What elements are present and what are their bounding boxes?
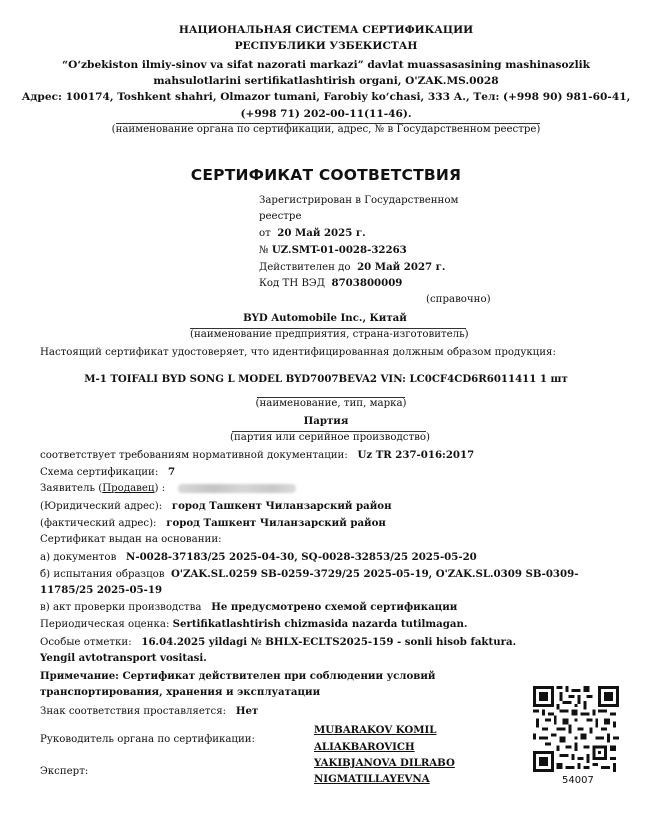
mark-row xyxy=(40,705,258,717)
header-line-3: “O‘zbekiston ilmiy-sinov va sifat nazorati markazi” davlat muassasasining mashinasozlik xyxy=(62,59,590,71)
manufacturer-value: BYD Automobile Inc., Китай xyxy=(243,312,407,324)
audit-value: Не предусмотрено схемой сертификации xyxy=(211,601,458,613)
registry-number-row xyxy=(259,244,407,256)
qr-code-icon xyxy=(533,686,619,772)
product-value: M-1 TOIFALI BYD SONG L MODEL BYD7007BEVA2 VIN: LC0CF4CD6R6011411 1 шт xyxy=(84,373,568,385)
tests-label: б) испытания образцов xyxy=(40,569,165,580)
head-name-line-1: MUBARAKOV KOMIL xyxy=(314,724,437,736)
applicant-label-end: ) : xyxy=(154,483,166,494)
applicant-seller-link[interactable]: Продавец xyxy=(102,483,155,494)
batch-value: Партия xyxy=(303,415,349,427)
remark-line-2: транспортирования, хранения и эксплуатации xyxy=(40,686,321,698)
tn-code-label: Код ТН ВЭД xyxy=(259,278,326,289)
norm-value: Uz TR 237-016:2017 xyxy=(357,449,475,461)
actual-address-label: (фактический адрес): xyxy=(40,518,157,529)
tests-row xyxy=(40,568,578,580)
mark-label: Знак соответствия проставляется: xyxy=(40,706,227,717)
periodic-row xyxy=(40,618,467,630)
norm-label: соответствует требованиям нормативной документации: xyxy=(40,450,348,461)
header-caption: (наименование органа по сертификации, адрес, № в Государственном реестре) xyxy=(111,124,541,135)
expert-name-line-2: NIGMATILLAYEVNA xyxy=(314,773,430,785)
periodic-label: Периодическая оценка: xyxy=(40,619,170,630)
notes-value-continued: Yengil avtotransport vositasi. xyxy=(40,652,207,664)
head-name-line-2: ALIAKBAROVICH xyxy=(314,741,415,753)
tn-code-value: 8703800009 xyxy=(331,277,403,289)
actual-address-value: город Ташкент Чиланзарский район xyxy=(166,517,386,529)
tests-value: O'ZAK.SL.0259 SB-0259-3729/25 2025-05-19, O'ZAK.SL.0309 SB-0309- xyxy=(171,568,579,580)
head-label: Руководитель органа по сертификации: xyxy=(40,734,255,745)
header-address: Адрес: 100174, Toshkent shahri, Olmazor tumani, Farobiy ko‘chasi, 333 А., Тел: (+998 90) 981-60-41, xyxy=(21,91,631,103)
applicant-row xyxy=(40,483,296,494)
mark-value: Нет xyxy=(235,705,259,717)
batch-caption: (партия или серийное производство) xyxy=(230,432,430,443)
qr-number: 54007 xyxy=(562,775,594,786)
expert-label: Эксперт: xyxy=(40,766,89,777)
expert-name-line-1: YAKIBJANOVA DILRABO xyxy=(314,757,455,769)
valid-until-label: Действителен до xyxy=(259,262,351,273)
legal-address-row xyxy=(40,500,392,512)
redacted-applicant-name xyxy=(178,484,296,493)
scheme-label: Схема сертификации: xyxy=(40,467,159,478)
documents-row xyxy=(40,551,477,563)
documents-label: а) документов xyxy=(40,552,117,563)
manufacturer-caption: (наименование предприятия, страна-изготовитель) xyxy=(190,329,469,340)
notes-value: 16.04.2025 yildagi № BHLX-ECLTS2025-159 - sonli hisob faktura. xyxy=(141,636,517,648)
norm-row xyxy=(40,449,474,461)
registry-number-prefix: № xyxy=(259,245,269,256)
legal-address-value: город Ташкент Чиланзарский район xyxy=(171,500,392,512)
tests-value-continued: 11785/25 2025-05-19 xyxy=(40,584,163,596)
applicant-label-start: Заявитель ( xyxy=(40,483,103,494)
registry-line-1: Зарегистрирован в Государственном xyxy=(259,195,459,206)
documents-value: N-0028-37183/25 2025-04-30, SQ-0028-32853/25 2025-05-20 xyxy=(126,551,477,563)
remark-line-1: Примечание: Сертификат действителен при соблюдении условий xyxy=(40,670,436,682)
actual-address-row xyxy=(40,517,386,529)
basis-label: Сертификат выдан на основании: xyxy=(40,534,222,545)
periodic-value: Sertifikatlashtirish chizmasida nazarda tutilmagan. xyxy=(172,618,468,630)
reference-note: (справочно) xyxy=(426,294,491,305)
registry-date: 20 Май 2025 г. xyxy=(277,227,366,239)
audit-row xyxy=(40,601,457,613)
valid-until-row xyxy=(259,261,445,273)
header-line-2: РЕСПУБЛИКИ УЗБЕКИСТАН xyxy=(234,40,418,52)
product-caption: (наименование, тип, марка) xyxy=(255,398,407,409)
notes-row xyxy=(40,636,516,648)
valid-until-date: 20 Май 2027 г. xyxy=(357,261,446,273)
scheme-row xyxy=(40,466,175,478)
audit-label: в) акт проверки производства xyxy=(40,602,202,613)
registry-date-prefix: от xyxy=(259,228,271,239)
header-line-1: НАЦИОНАЛЬНАЯ СИСТЕМА СЕРТИФИКАЦИИ xyxy=(178,24,474,36)
scheme-value: 7 xyxy=(167,466,176,478)
legal-address-label: (Юридический адрес): xyxy=(40,501,163,512)
registry-number: UZ.SMT-01-0028-32263 xyxy=(271,244,407,256)
registry-line-2: реестре xyxy=(259,211,302,222)
tn-code-row xyxy=(259,277,402,289)
header-line-4: mahsulotlarini sertifikatlashtirish organi, O'ZAK.MS.0028 xyxy=(153,75,499,87)
notes-label: Особые отметки: xyxy=(40,637,132,648)
registry-date-row xyxy=(259,227,366,239)
header-phone: (+998 71) 202-00-11(11-46). xyxy=(240,108,412,120)
certification-statement: Настоящий сертификат удостоверяет, что идентифицированная должным образом продукция: xyxy=(40,347,556,358)
document-title: СЕРТИФИКАТ СООТВЕТСТВИЯ xyxy=(190,166,462,184)
